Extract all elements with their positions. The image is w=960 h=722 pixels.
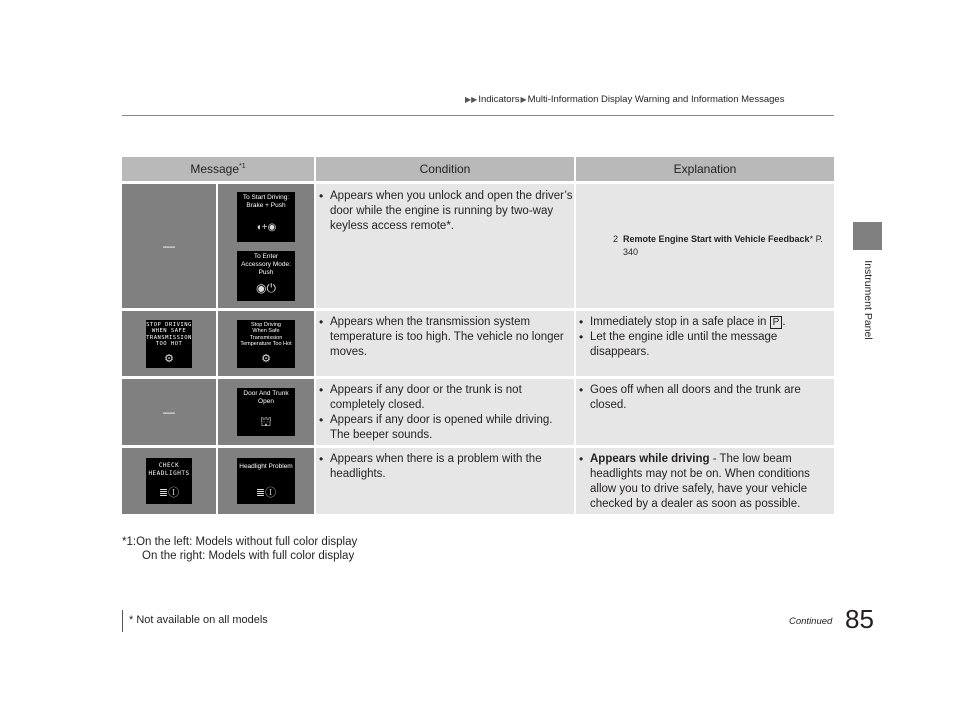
display-screen (237, 320, 295, 368)
condition-bullet: • Appears if any door is opened while driving. The beeper sounds. (316, 413, 574, 443)
reference-title: Remote Engine Start with Vehicle Feedback (623, 234, 810, 244)
table-footnote (122, 535, 357, 563)
explanation-bullet: • Immediately stop in a safe place in P . (576, 315, 834, 330)
header-message: Message$^{*1}$ (122, 157, 316, 181)
gear-p-icon: P (770, 316, 783, 329)
display-screen (237, 251, 295, 301)
section-tab-label: Instrument Panel (862, 260, 874, 340)
header-condition: Condition (316, 157, 576, 181)
continued-label: Continued (789, 616, 833, 627)
screen-text: To Enter Accessory Mode: Push (241, 253, 291, 276)
condition-bullet: • Appears if any door or the trunk is not completely closed. (316, 383, 574, 413)
left-message-dash: — (163, 239, 175, 253)
breadcrumb-level1: Indicators (478, 94, 520, 105)
headlight-warning-icon: ≣Ⓘ (255, 487, 277, 499)
door-open-icon: ⛫ (260, 414, 272, 429)
display-screen (237, 458, 295, 504)
table-row (122, 181, 834, 308)
condition-bullet: • Appears when there is a problem with the headlights. (316, 452, 574, 482)
power-button-icon: ◉⏻ (256, 281, 276, 295)
condition-bullet: • Appears when the transmission system temperature is too high. The vehicle no longer moves. (316, 315, 574, 360)
gear-warning-icon: ⚙ (261, 352, 271, 365)
explanation-bullet: • Appears while driving - The low beam headlights may not be on. When conditions allow you to drive safely, have your vehicle checked by a dealer as soon as possible. (576, 452, 834, 512)
page-number: 85 (845, 604, 874, 634)
section-tab-marker (853, 222, 882, 250)
reference-marker-icon: 2 (613, 234, 619, 244)
display-screen (146, 320, 192, 368)
display-screen (146, 458, 192, 504)
double-triangle-icon: ▶▶ (465, 95, 478, 104)
header-explanation: Explanation (576, 157, 834, 181)
breadcrumb-level2: Multi-Information Display Warning and Information Messages (527, 94, 785, 105)
left-message-dash: — (163, 405, 175, 419)
brake-plus-power-icon: ◖+◉ (255, 222, 277, 233)
screen-text: Stop Driving When Safe Transmission Temperature Too Hot (240, 321, 292, 347)
condition-bullet: • Appears when you unlock and open the driver’s door while the engine is running by two-way keyless access remote*. (316, 189, 574, 234)
header-rule (122, 115, 834, 116)
display-screen (237, 388, 295, 436)
screen-text: CHECK HEADLIGHTS (148, 462, 190, 477)
availability-footnote: * Not available on all models (129, 614, 268, 626)
headlight-warning-icon: ≣Ⓘ (158, 487, 180, 499)
table-row (122, 308, 834, 376)
footnote-line1: *1:On the left: Models without full color display (122, 536, 358, 548)
message-table (122, 157, 834, 514)
table-row (122, 376, 834, 445)
explanation-bullet: • Let the engine idle until the message disappears. (576, 330, 834, 360)
screen-text: Headlight Problem (239, 463, 293, 470)
screen-text: To Start Driving: Brake + Push (242, 194, 290, 209)
explanation-bullet: • Goes off when all doors and the trunk are closed. (576, 383, 834, 413)
screen-text: Door And Trunk Open (243, 390, 289, 405)
gear-warning-icon: ⚙ (164, 352, 174, 365)
footnote-line2: On the right: Models with full color display (142, 550, 355, 562)
breadcrumb (464, 94, 784, 105)
screen-text: STOP DRIVING WHEN SAFE TRANSMISSION TOO HOT (146, 321, 192, 347)
triangle-arrow-icon: ▶ (520, 95, 527, 104)
reference-page: P. 340 (623, 234, 823, 257)
cross-reference[interactable]: 2 Remote Engine Start with Vehicle Feedback* P. 340 (613, 234, 823, 257)
table-row (122, 445, 834, 514)
display-screen (237, 192, 295, 242)
